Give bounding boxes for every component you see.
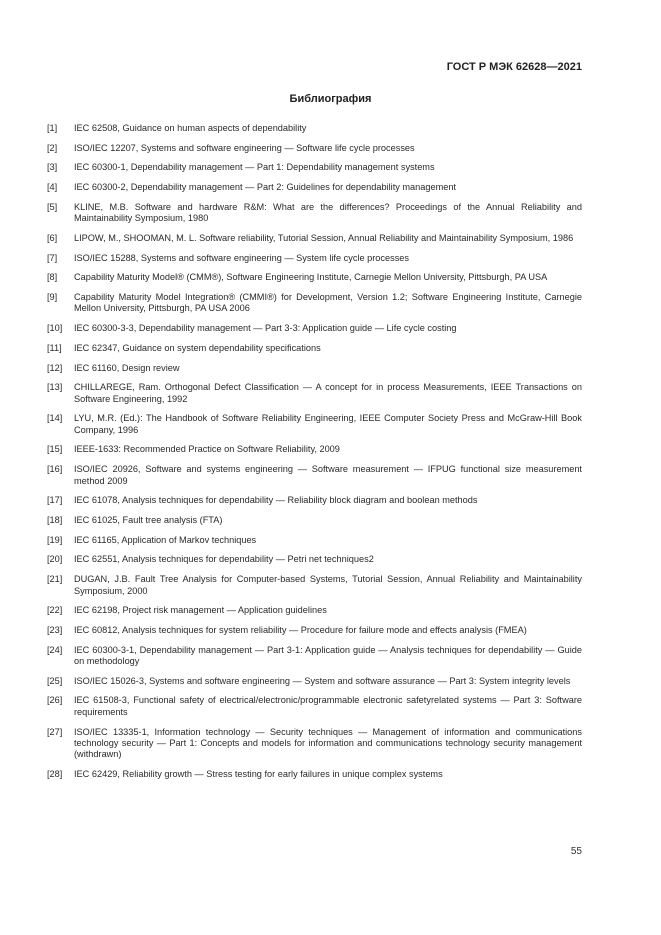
entry-text: IEEE-1633: Recommended Practice on Software Reliability, 2009 <box>74 444 340 455</box>
entry-number: [20] <box>47 554 63 565</box>
entry-number: [14] <box>47 413 63 424</box>
entry-number: [19] <box>47 534 63 545</box>
entry-text: IEC 62508, Guidance on human aspects of dependability <box>74 123 307 133</box>
entry-text: IEC 60300-1, Dependability management — Part 1: Dependability management systems <box>74 162 435 173</box>
entry-number: [15] <box>47 444 63 455</box>
bibliography-entry <box>47 292 582 315</box>
entry-number: [24] <box>47 644 63 655</box>
bibliography-list <box>47 123 582 789</box>
entry-text: ISO/IEC 12207, Systems and software engineering — Software life cycle processes <box>74 142 415 153</box>
entry-number: [8] <box>47 272 58 283</box>
bibliography-entry <box>47 363 582 374</box>
bibliography-entry <box>47 143 582 154</box>
bibliography-entry <box>47 676 582 687</box>
page-number: 55 <box>570 846 582 857</box>
entry-number: [3] <box>47 162 58 173</box>
entry-number: [26] <box>47 695 63 706</box>
entry-text: IEC 61078, Analysis techniques for dependability — Reliability block diagram and boolean methods <box>74 495 478 506</box>
entry-number: [28] <box>47 769 63 780</box>
entry-text: IEC 62198, Project risk management — Application guidelines <box>74 605 327 616</box>
bibliography-entry <box>47 515 582 526</box>
bibliography-entry <box>47 272 582 283</box>
page-title: Библиография <box>289 93 372 105</box>
entry-text: DUGAN, J.B. Fault Tree Analysis for Computer-based Systems, Tutorial Session, Annual Reliability and Maintainability Symposium, 2000 <box>74 574 582 596</box>
bibliography-entry <box>47 233 582 244</box>
entry-text: IEC 62551, Analysis techniques for dependability — Petri net techniques2 <box>74 554 374 565</box>
bibliography-entry <box>47 535 582 546</box>
entry-number: [5] <box>47 201 58 212</box>
entry-text: IEC 61025, Fault tree analysis (FTA) <box>74 514 223 525</box>
entry-text: LYU, M.R. (Ed.): The Handbook of Software Reliability Engineering, IEEE Computer Society Press and McGraw-Hill Book Company, 1996 <box>74 413 582 435</box>
bibliography-entry <box>47 769 582 780</box>
entry-number: [7] <box>47 252 58 263</box>
bibliography-entry <box>47 413 582 436</box>
entry-text: Capability Maturity Model Integration® (CMMI®) for Development, Version 1.2; Software Engineering Institute, Carnegie Mellon University, Pittsburgh, PA USA 2006 <box>74 292 582 314</box>
entry-number: [23] <box>47 624 63 635</box>
bibliography-entry <box>47 625 582 636</box>
bibliography-entry <box>47 343 582 354</box>
standard-code: ГОСТ Р МЭК 62628—2021 <box>446 61 582 73</box>
entry-number: [12] <box>47 362 63 373</box>
entry-text: IEC 60300-3-1, Dependability management — Part 3-1: Application guide — Analysis techniques for dependability — Guide on methodology <box>74 644 582 667</box>
entry-text: KLINE, M.B. Software and hardware R&M: What are the differences? Proceedings of the Annual Reliability and Maintainability Symposium, 1980 <box>74 201 582 224</box>
bibliography-entry <box>47 382 582 405</box>
bibliography-entry <box>47 495 582 506</box>
entry-number: [18] <box>47 514 63 525</box>
entry-text: Capability Maturity Model® (CMM®), Software Engineering Institute, Carnegie Mellon University, Pittsburgh, PA USA <box>74 272 548 283</box>
bibliography-entry <box>47 253 582 264</box>
entry-text: IEC 62347, Guidance on system dependability specifications <box>74 342 321 353</box>
entry-number: [10] <box>47 323 63 334</box>
bibliography-entry <box>47 464 582 487</box>
entry-text: IEC 60812, Analysis techniques for system reliability — Procedure for failure mode and effects analysis (FMEA) <box>74 624 527 635</box>
entry-text: IEC 62429, Reliability growth — Stress testing for early failures in unique complex systems <box>74 769 443 780</box>
entry-text: IEC 61508-3, Functional safety of electrical/electronic/programmable electronic safetyrelated systems — Part 3: Software requirements <box>74 695 582 717</box>
entry-text: ISO/IEC 15288, Systems and software engineering — System life cycle processes <box>74 252 409 263</box>
bibliography-entry <box>47 202 582 225</box>
bibliography-entry <box>47 323 582 334</box>
entry-number: [22] <box>47 605 63 616</box>
entry-number: [2] <box>47 142 58 153</box>
entry-text: IEC 61160, Design review <box>74 362 180 373</box>
bibliography-entry <box>47 574 582 597</box>
bibliography-entry <box>47 727 582 761</box>
bibliography-entry <box>47 123 582 134</box>
bibliography-entry <box>47 605 582 616</box>
entry-number: [9] <box>47 292 58 303</box>
entry-number: [11] <box>47 342 62 353</box>
bibliography-entry <box>47 444 582 455</box>
entry-number: [21] <box>47 574 63 585</box>
bibliography-entry <box>47 695 582 718</box>
entry-number: [1] <box>47 123 58 133</box>
entry-number: [16] <box>47 464 63 475</box>
entry-number: [4] <box>47 182 58 193</box>
bibliography-entry <box>47 645 582 668</box>
entry-text: CHILLAREGE, Ram. Orthogonal Defect Classification — A concept for in process Measurements, IEEE Transactions on Software Engineering, 1992 <box>74 382 582 404</box>
bibliography-entry <box>47 182 582 193</box>
entry-number: [27] <box>47 726 63 737</box>
entry-text: IEC 60300-3-3, Dependability management — Part 3-3: Application guide — Life cycle costing <box>74 323 457 334</box>
entry-text: ISO/IEC 15026-3, Systems and software engineering — System and software assurance — Part 3: System integrity levels <box>74 675 571 686</box>
entry-number: [13] <box>47 382 63 393</box>
bibliography-entry <box>47 162 582 173</box>
entry-number: [6] <box>47 232 58 243</box>
entry-text: ISO/IEC 20926, Software and systems engineering — Software measurement — IFPUG functional size measurement method 2009 <box>74 464 582 486</box>
entry-text: LIPOW, M., SHOOMAN, M. L. Software reliability, Tutorial Session, Annual Reliability and Maintainability Symposium, 1986 <box>74 232 574 243</box>
bibliography-entry <box>47 554 582 565</box>
entry-text: IEC 60300-2, Dependability management — Part 2: Guidelines for dependability management <box>74 182 457 193</box>
entry-number: [25] <box>47 675 63 686</box>
entry-number: [17] <box>47 495 63 506</box>
entry-text: ISO/IEC 13335-1, Information technology — Security techniques — Management of information and communications technology security — Part 1: Concepts and models for information and communications technology security management (withdrawn) <box>74 726 582 760</box>
entry-text: IEC 61165, Application of Markov techniques <box>74 534 257 545</box>
